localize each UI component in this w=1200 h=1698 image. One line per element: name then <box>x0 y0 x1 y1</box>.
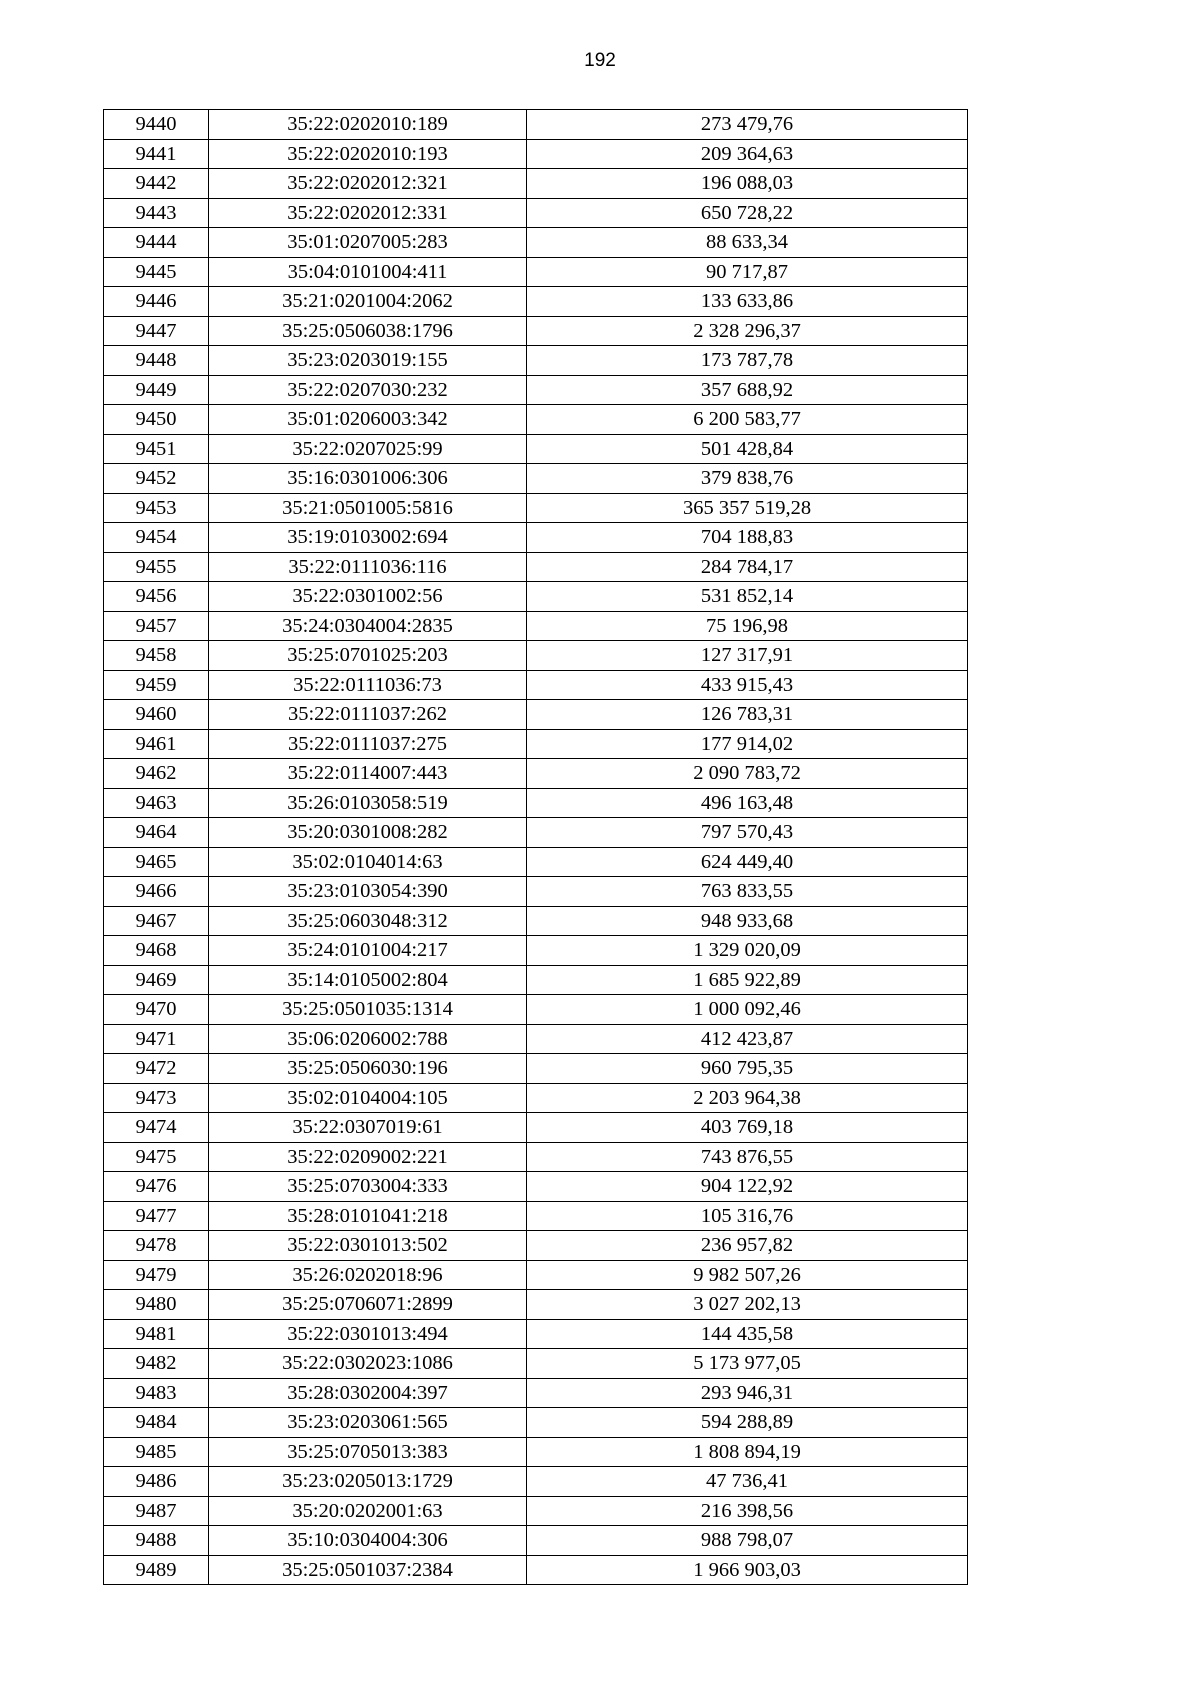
cadastral-number-cell: 35:22:0207025:99 <box>209 434 527 464</box>
table-row <box>104 1319 968 1349</box>
cadastral-number-cell: 35:25:0703004:333 <box>209 1172 527 1202</box>
cadastral-value-cell: 1 808 894,19 <box>527 1437 968 1467</box>
cadastral-value-cell: 357 688,92 <box>527 375 968 405</box>
row-number-cell: 9443 <box>104 198 209 228</box>
table-row <box>104 1142 968 1172</box>
table-row <box>104 1113 968 1143</box>
cadastral-value-cell: 501 428,84 <box>527 434 968 464</box>
cadastral-value-cell: 9 982 507,26 <box>527 1260 968 1290</box>
table-row <box>104 139 968 169</box>
table-row <box>104 405 968 435</box>
cadastral-value-cell: 75 196,98 <box>527 611 968 641</box>
cadastral-value-cell: 6 200 583,77 <box>527 405 968 435</box>
row-number-cell: 9488 <box>104 1526 209 1556</box>
cadastral-number-cell: 35:22:0111036:116 <box>209 552 527 582</box>
table-row <box>104 729 968 759</box>
row-number-cell: 9487 <box>104 1496 209 1526</box>
row-number-cell: 9445 <box>104 257 209 287</box>
cadastral-value-cell: 2 090 783,72 <box>527 759 968 789</box>
row-number-cell: 9472 <box>104 1054 209 1084</box>
row-number-cell: 9481 <box>104 1319 209 1349</box>
table-row <box>104 582 968 612</box>
cadastral-value-cell: 797 570,43 <box>527 818 968 848</box>
row-number-cell: 9482 <box>104 1349 209 1379</box>
row-number-cell: 9461 <box>104 729 209 759</box>
table-row <box>104 257 968 287</box>
cadastral-number-cell: 35:06:0206002:788 <box>209 1024 527 1054</box>
cadastral-number-cell: 35:22:0111037:262 <box>209 700 527 730</box>
row-number-cell: 9479 <box>104 1260 209 1290</box>
row-number-cell: 9444 <box>104 228 209 258</box>
cadastral-value-cell: 216 398,56 <box>527 1496 968 1526</box>
table-row <box>104 1172 968 1202</box>
cadastral-number-cell: 35:28:0302004:397 <box>209 1378 527 1408</box>
cadastral-number-cell: 35:26:0202018:96 <box>209 1260 527 1290</box>
row-number-cell: 9485 <box>104 1437 209 1467</box>
cadastral-number-cell: 35:22:0307019:61 <box>209 1113 527 1143</box>
table-row <box>104 641 968 671</box>
table-row <box>104 110 968 140</box>
cadastral-value-cell: 763 833,55 <box>527 877 968 907</box>
cadastral-number-cell: 35:22:0301002:56 <box>209 582 527 612</box>
cadastral-number-cell: 35:25:0706071:2899 <box>209 1290 527 1320</box>
row-number-cell: 9476 <box>104 1172 209 1202</box>
cadastral-number-cell: 35:23:0203061:565 <box>209 1408 527 1438</box>
cadastral-value-cell: 743 876,55 <box>527 1142 968 1172</box>
row-number-cell: 9459 <box>104 670 209 700</box>
row-number-cell: 9446 <box>104 287 209 317</box>
row-number-cell: 9454 <box>104 523 209 553</box>
row-number-cell: 9456 <box>104 582 209 612</box>
cadastral-number-cell: 35:22:0111037:275 <box>209 729 527 759</box>
cadastral-value-cell: 1 000 092,46 <box>527 995 968 1025</box>
table-row <box>104 995 968 1025</box>
table-row <box>104 1437 968 1467</box>
cadastral-number-cell: 35:25:0506038:1796 <box>209 316 527 346</box>
row-number-cell: 9448 <box>104 346 209 376</box>
cadastral-number-cell: 35:22:0207030:232 <box>209 375 527 405</box>
table-row <box>104 228 968 258</box>
table-row <box>104 198 968 228</box>
cadastral-value-cell: 904 122,92 <box>527 1172 968 1202</box>
row-number-cell: 9468 <box>104 936 209 966</box>
cadastral-value-cell: 1 966 903,03 <box>527 1555 968 1585</box>
table-row <box>104 759 968 789</box>
cadastral-value-cell: 284 784,17 <box>527 552 968 582</box>
row-number-cell: 9484 <box>104 1408 209 1438</box>
table-row <box>104 1201 968 1231</box>
cadastral-number-cell: 35:04:0101004:411 <box>209 257 527 287</box>
cadastral-number-cell: 35:25:0506030:196 <box>209 1054 527 1084</box>
cadastral-number-cell: 35:22:0301013:494 <box>209 1319 527 1349</box>
cadastral-value-cell: 236 957,82 <box>527 1231 968 1261</box>
cadastral-value-cell: 2 328 296,37 <box>527 316 968 346</box>
table-row <box>104 1024 968 1054</box>
cadastral-number-cell: 35:01:0207005:283 <box>209 228 527 258</box>
table-row <box>104 346 968 376</box>
table-row <box>104 670 968 700</box>
row-number-cell: 9466 <box>104 877 209 907</box>
cadastral-number-cell: 35:23:0103054:390 <box>209 877 527 907</box>
table-row <box>104 906 968 936</box>
table-row <box>104 611 968 641</box>
cadastral-number-cell: 35:14:0105002:804 <box>209 965 527 995</box>
table-row <box>104 493 968 523</box>
row-number-cell: 9480 <box>104 1290 209 1320</box>
cadastral-value-cell: 127 317,91 <box>527 641 968 671</box>
cadastral-value-cell: 988 798,07 <box>527 1526 968 1556</box>
cadastral-value-table <box>103 109 968 1585</box>
row-number-cell: 9440 <box>104 110 209 140</box>
cadastral-value-cell: 531 852,14 <box>527 582 968 612</box>
cadastral-value-cell: 650 728,22 <box>527 198 968 228</box>
table-row <box>104 375 968 405</box>
table-row <box>104 1467 968 1497</box>
cadastral-value-cell: 960 795,35 <box>527 1054 968 1084</box>
cadastral-value-cell: 412 423,87 <box>527 1024 968 1054</box>
cadastral-number-cell: 35:21:0201004:2062 <box>209 287 527 317</box>
row-number-cell: 9489 <box>104 1555 209 1585</box>
table-row <box>104 1526 968 1556</box>
cadastral-number-cell: 35:22:0301013:502 <box>209 1231 527 1261</box>
table-row <box>104 434 968 464</box>
table-row <box>104 552 968 582</box>
row-number-cell: 9464 <box>104 818 209 848</box>
row-number-cell: 9478 <box>104 1231 209 1261</box>
table-row <box>104 169 968 199</box>
table-row <box>104 965 968 995</box>
cadastral-number-cell: 35:21:0501005:5816 <box>209 493 527 523</box>
cadastral-number-cell: 35:22:0209002:221 <box>209 1142 527 1172</box>
table-row <box>104 936 968 966</box>
cadastral-number-cell: 35:19:0103002:694 <box>209 523 527 553</box>
cadastral-number-cell: 35:23:0203019:155 <box>209 346 527 376</box>
cadastral-number-cell: 35:22:0202010:189 <box>209 110 527 140</box>
cadastral-value-cell: 379 838,76 <box>527 464 968 494</box>
cadastral-number-cell: 35:02:0104004:105 <box>209 1083 527 1113</box>
cadastral-value-cell: 433 915,43 <box>527 670 968 700</box>
row-number-cell: 9477 <box>104 1201 209 1231</box>
cadastral-number-cell: 35:22:0114007:443 <box>209 759 527 789</box>
table-row <box>104 1408 968 1438</box>
cadastral-number-cell: 35:22:0111036:73 <box>209 670 527 700</box>
cadastral-value-cell: 403 769,18 <box>527 1113 968 1143</box>
row-number-cell: 9467 <box>104 906 209 936</box>
cadastral-number-cell: 35:01:0206003:342 <box>209 405 527 435</box>
table-row <box>104 1349 968 1379</box>
cadastral-number-cell: 35:22:0302023:1086 <box>209 1349 527 1379</box>
cadastral-value-cell: 196 088,03 <box>527 169 968 199</box>
row-number-cell: 9442 <box>104 169 209 199</box>
row-number-cell: 9455 <box>104 552 209 582</box>
table-row <box>104 818 968 848</box>
cadastral-value-cell: 5 173 977,05 <box>527 1349 968 1379</box>
row-number-cell: 9460 <box>104 700 209 730</box>
cadastral-value-cell: 177 914,02 <box>527 729 968 759</box>
row-number-cell: 9450 <box>104 405 209 435</box>
row-number-cell: 9483 <box>104 1378 209 1408</box>
row-number-cell: 9453 <box>104 493 209 523</box>
table-row <box>104 877 968 907</box>
cadastral-value-cell: 496 163,48 <box>527 788 968 818</box>
cadastral-value-cell: 47 736,41 <box>527 1467 968 1497</box>
cadastral-number-cell: 35:23:0205013:1729 <box>209 1467 527 1497</box>
row-number-cell: 9486 <box>104 1467 209 1497</box>
cadastral-number-cell: 35:20:0202001:63 <box>209 1496 527 1526</box>
table-row <box>104 464 968 494</box>
cadastral-number-cell: 35:25:0501037:2384 <box>209 1555 527 1585</box>
cadastral-value-cell: 2 203 964,38 <box>527 1083 968 1113</box>
cadastral-value-cell: 624 449,40 <box>527 847 968 877</box>
cadastral-value-cell: 273 479,76 <box>527 110 968 140</box>
cadastral-value-cell: 1 685 922,89 <box>527 965 968 995</box>
cadastral-value-cell: 173 787,78 <box>527 346 968 376</box>
row-number-cell: 9471 <box>104 1024 209 1054</box>
cadastral-number-cell: 35:28:0101041:218 <box>209 1201 527 1231</box>
table-row <box>104 316 968 346</box>
cadastral-number-cell: 35:24:0101004:217 <box>209 936 527 966</box>
cadastral-value-cell: 90 717,87 <box>527 257 968 287</box>
row-number-cell: 9441 <box>104 139 209 169</box>
table-row <box>104 287 968 317</box>
cadastral-value-cell: 126 783,31 <box>527 700 968 730</box>
row-number-cell: 9475 <box>104 1142 209 1172</box>
row-number-cell: 9447 <box>104 316 209 346</box>
table-row <box>104 1378 968 1408</box>
cadastral-value-cell: 88 633,34 <box>527 228 968 258</box>
row-number-cell: 9465 <box>104 847 209 877</box>
row-number-cell: 9457 <box>104 611 209 641</box>
page-number: 192 <box>584 50 616 71</box>
cadastral-value-cell: 704 188,83 <box>527 523 968 553</box>
row-number-cell: 9452 <box>104 464 209 494</box>
cadastral-number-cell: 35:25:0701025:203 <box>209 641 527 671</box>
cadastral-number-cell: 35:02:0104014:63 <box>209 847 527 877</box>
row-number-cell: 9449 <box>104 375 209 405</box>
table-row <box>104 847 968 877</box>
cadastral-value-cell: 1 329 020,09 <box>527 936 968 966</box>
cadastral-value-cell: 3 027 202,13 <box>527 1290 968 1320</box>
cadastral-number-cell: 35:25:0603048:312 <box>209 906 527 936</box>
cadastral-value-cell: 365 357 519,28 <box>527 493 968 523</box>
table-row <box>104 523 968 553</box>
row-number-cell: 9462 <box>104 759 209 789</box>
cadastral-number-cell: 35:22:0202012:331 <box>209 198 527 228</box>
cadastral-value-cell: 209 364,63 <box>527 139 968 169</box>
cadastral-number-cell: 35:10:0304004:306 <box>209 1526 527 1556</box>
cadastral-number-cell: 35:25:0501035:1314 <box>209 995 527 1025</box>
row-number-cell: 9451 <box>104 434 209 464</box>
table-body <box>104 110 968 1585</box>
cadastral-number-cell: 35:20:0301008:282 <box>209 818 527 848</box>
cadastral-value-cell: 594 288,89 <box>527 1408 968 1438</box>
row-number-cell: 9463 <box>104 788 209 818</box>
cadastral-value-cell: 293 946,31 <box>527 1378 968 1408</box>
row-number-cell: 9458 <box>104 641 209 671</box>
table-row <box>104 700 968 730</box>
table-row <box>104 1054 968 1084</box>
row-number-cell: 9470 <box>104 995 209 1025</box>
cadastral-value-cell: 105 316,76 <box>527 1201 968 1231</box>
table-row <box>104 1083 968 1113</box>
table-row <box>104 788 968 818</box>
cadastral-number-cell: 35:26:0103058:519 <box>209 788 527 818</box>
cadastral-number-cell: 35:22:0202010:193 <box>209 139 527 169</box>
table-row <box>104 1231 968 1261</box>
cadastral-value-cell: 144 435,58 <box>527 1319 968 1349</box>
cadastral-number-cell: 35:24:0304004:2835 <box>209 611 527 641</box>
cadastral-value-cell: 948 933,68 <box>527 906 968 936</box>
table-row <box>104 1290 968 1320</box>
row-number-cell: 9474 <box>104 1113 209 1143</box>
row-number-cell: 9469 <box>104 965 209 995</box>
table-row <box>104 1555 968 1585</box>
cadastral-number-cell: 35:22:0202012:321 <box>209 169 527 199</box>
cadastral-value-cell: 133 633,86 <box>527 287 968 317</box>
table-row <box>104 1260 968 1290</box>
table-row <box>104 1496 968 1526</box>
row-number-cell: 9473 <box>104 1083 209 1113</box>
cadastral-number-cell: 35:16:0301006:306 <box>209 464 527 494</box>
cadastral-number-cell: 35:25:0705013:383 <box>209 1437 527 1467</box>
